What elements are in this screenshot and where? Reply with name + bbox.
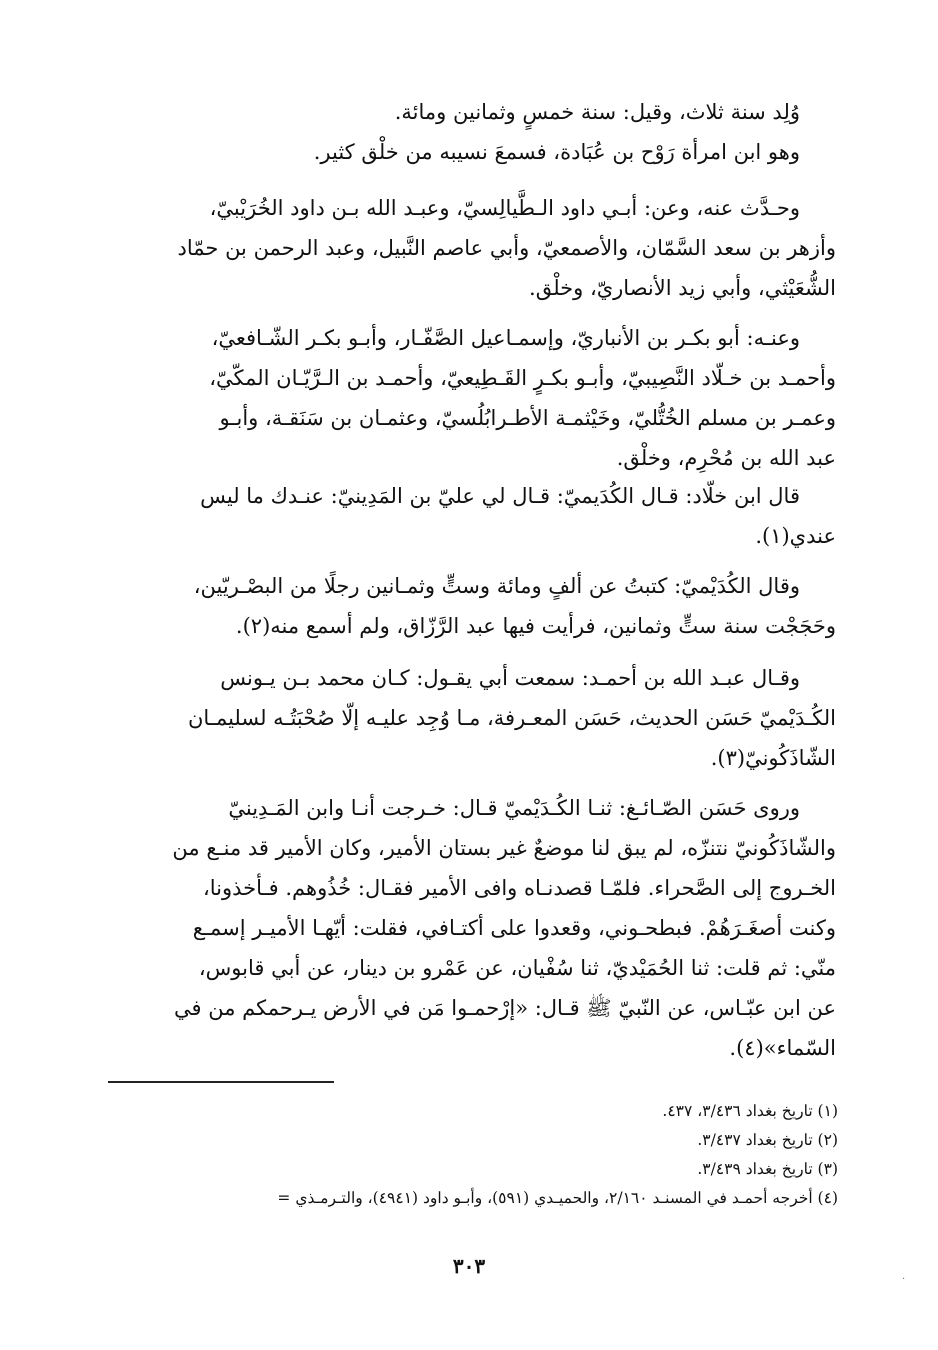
text-line: عن ابن عبّـاس، عن النّبيّ ﷺ قـال: «إرْحمـوا مَن في الأرض يـرحمكم من في [174,996,836,1020]
text-line: قال ابن خلّاد: قـال الكُدَيميّ: قـال لي عليّ بن المَدِينيّ: عنـدك ما ليس [200,484,800,508]
text-line: والشّاذَكُونيّ نتنزّه، لم يبق لنا موضعٌ غير بستان الأمير، وكان الأمير قد منـع من [172,836,836,860]
paragraph-teachers [108,188,836,308]
text-line: الشُّعَيْثي، وأبي زيد الأنصاريّ، وخلْق. [529,276,836,300]
text-line: وأحمـد بن خـلّاد النَّصِيبيّ، وأبـو بكـرٍ القَـطِيعيّ، وأحمـد بن الـرَّيّـان المكّيّ، [209,366,836,390]
scan-speck: · [902,1274,906,1285]
text-line: وحـدَّث عنه، وعن: أبـي داود الـطَّيالِسيّ، وعبـد الله بـن داود الخُرَيْبيّ، [209,196,800,220]
text-line: السّماء»(٤). [729,1036,836,1060]
text-line: وقال الكُدَيْميّ: كتبتُ عن ألفٍ ومائة وستٍّ وثمـانين رجلًا من البصْـريّين، [193,574,800,598]
text-line: الكُـدَيْميّ حَسَن الحديث، حَسَن المعـرفة، مـا وُجِد عليـه إلّا صُحْبَتُـه لسليمـان [187,706,836,730]
paragraph-kudaymi-wrote [108,566,836,646]
paragraph-students [108,318,836,478]
text-line: وأزهر بن سعد السَّمّان، والأصمعيّ، وأبي عاصم النَّبيل، وعبد الرحمن بن حمّاد [177,236,836,260]
text-line: عبد الله بن مُحْرِم، وخلْق. [616,446,836,470]
text-line: وروى حَسَن الصّـائـغ: ثنـا الكُـدَيْميّ قـال: خـرجت أنـا وابن المَـدِينيّ [228,796,800,820]
text-line: عندي(١). [755,524,836,548]
text-line: الشّاذَكُونيّ(٣). [710,746,836,770]
paragraph-ibn-khallad [108,476,836,556]
text-line: منّي: ثم قلت: ثنا الحُمَيْديّ، ثنا سُفْيان، عن عَمْرو بن دينار، عن أبي قابوس، [198,956,836,980]
text-line: وعنـه: أبو بكـر بن الأنباريّ، وإسمـاعيل الصَّفّـار، وأبـو بكـر الشّـافعيّ، [211,326,800,350]
footnote-3: (٣) تاريخ بغداد ٣/٤٣٩. [697,1160,838,1178]
footnote-1: (١) تاريخ بغداد ٣/٤٣٦، ٤٣٧. [662,1102,838,1120]
text-line: وكنت أصغَـرَهُمْ. فبطحـوني، وقعدوا على أكتـافي، فقلت: أيّهـا الأميـر إسمـع [192,916,836,940]
footnote-2: (٢) تاريخ بغداد ٣/٤٣٧. [697,1131,838,1149]
paragraph-birth [108,92,836,172]
paragraph-hasan-al-saigh [108,788,836,1068]
footnote-4: (٤) أخرجه أحمـد في المسنـد ٢/١٦٠، والحميـدي (٥٩١)، وأبـو داود (٤٩٤١)، والتـرمـذي = [277,1189,838,1207]
footnotes [98,1097,838,1213]
text-line: وقـال عبـد الله بن أحمـد: سمعت أبي يقـول: كـان محمد بـن يـونس [220,666,800,690]
paragraph-abdullah-ibn-ahmad [108,658,836,778]
text-line: وهو ابن امرأة رَوْح بن عُبَادة، فسمعَ نسيبه من خلْق كثير. [313,140,800,164]
text-line: وعمـر بن مسلم الخُتُّليّ، وخَيْثمـة الأطـرابُلُسيّ، وعثمـان بن سَنَقـة، وأبـو [219,406,836,430]
text-line: وحَجَجْت سنة ستٍّ وثمانين، فرأيت فيها عبد الرَّزّاق، ولم أسمع منه(٢). [235,614,836,638]
page-number: ٣٠٣ [452,1254,486,1278]
text-line: الخـروج إلى الصَّحراء. فلمّـا قصدنـاه وافى الأمير فقـال: خُذُوهم. فـأخذونا، [202,876,836,900]
footnote-separator [108,1081,334,1083]
text-line: وُلِد سنة ثلاث، وقيل: سنة خمسٍ وثمانين ومائة. [394,100,800,124]
